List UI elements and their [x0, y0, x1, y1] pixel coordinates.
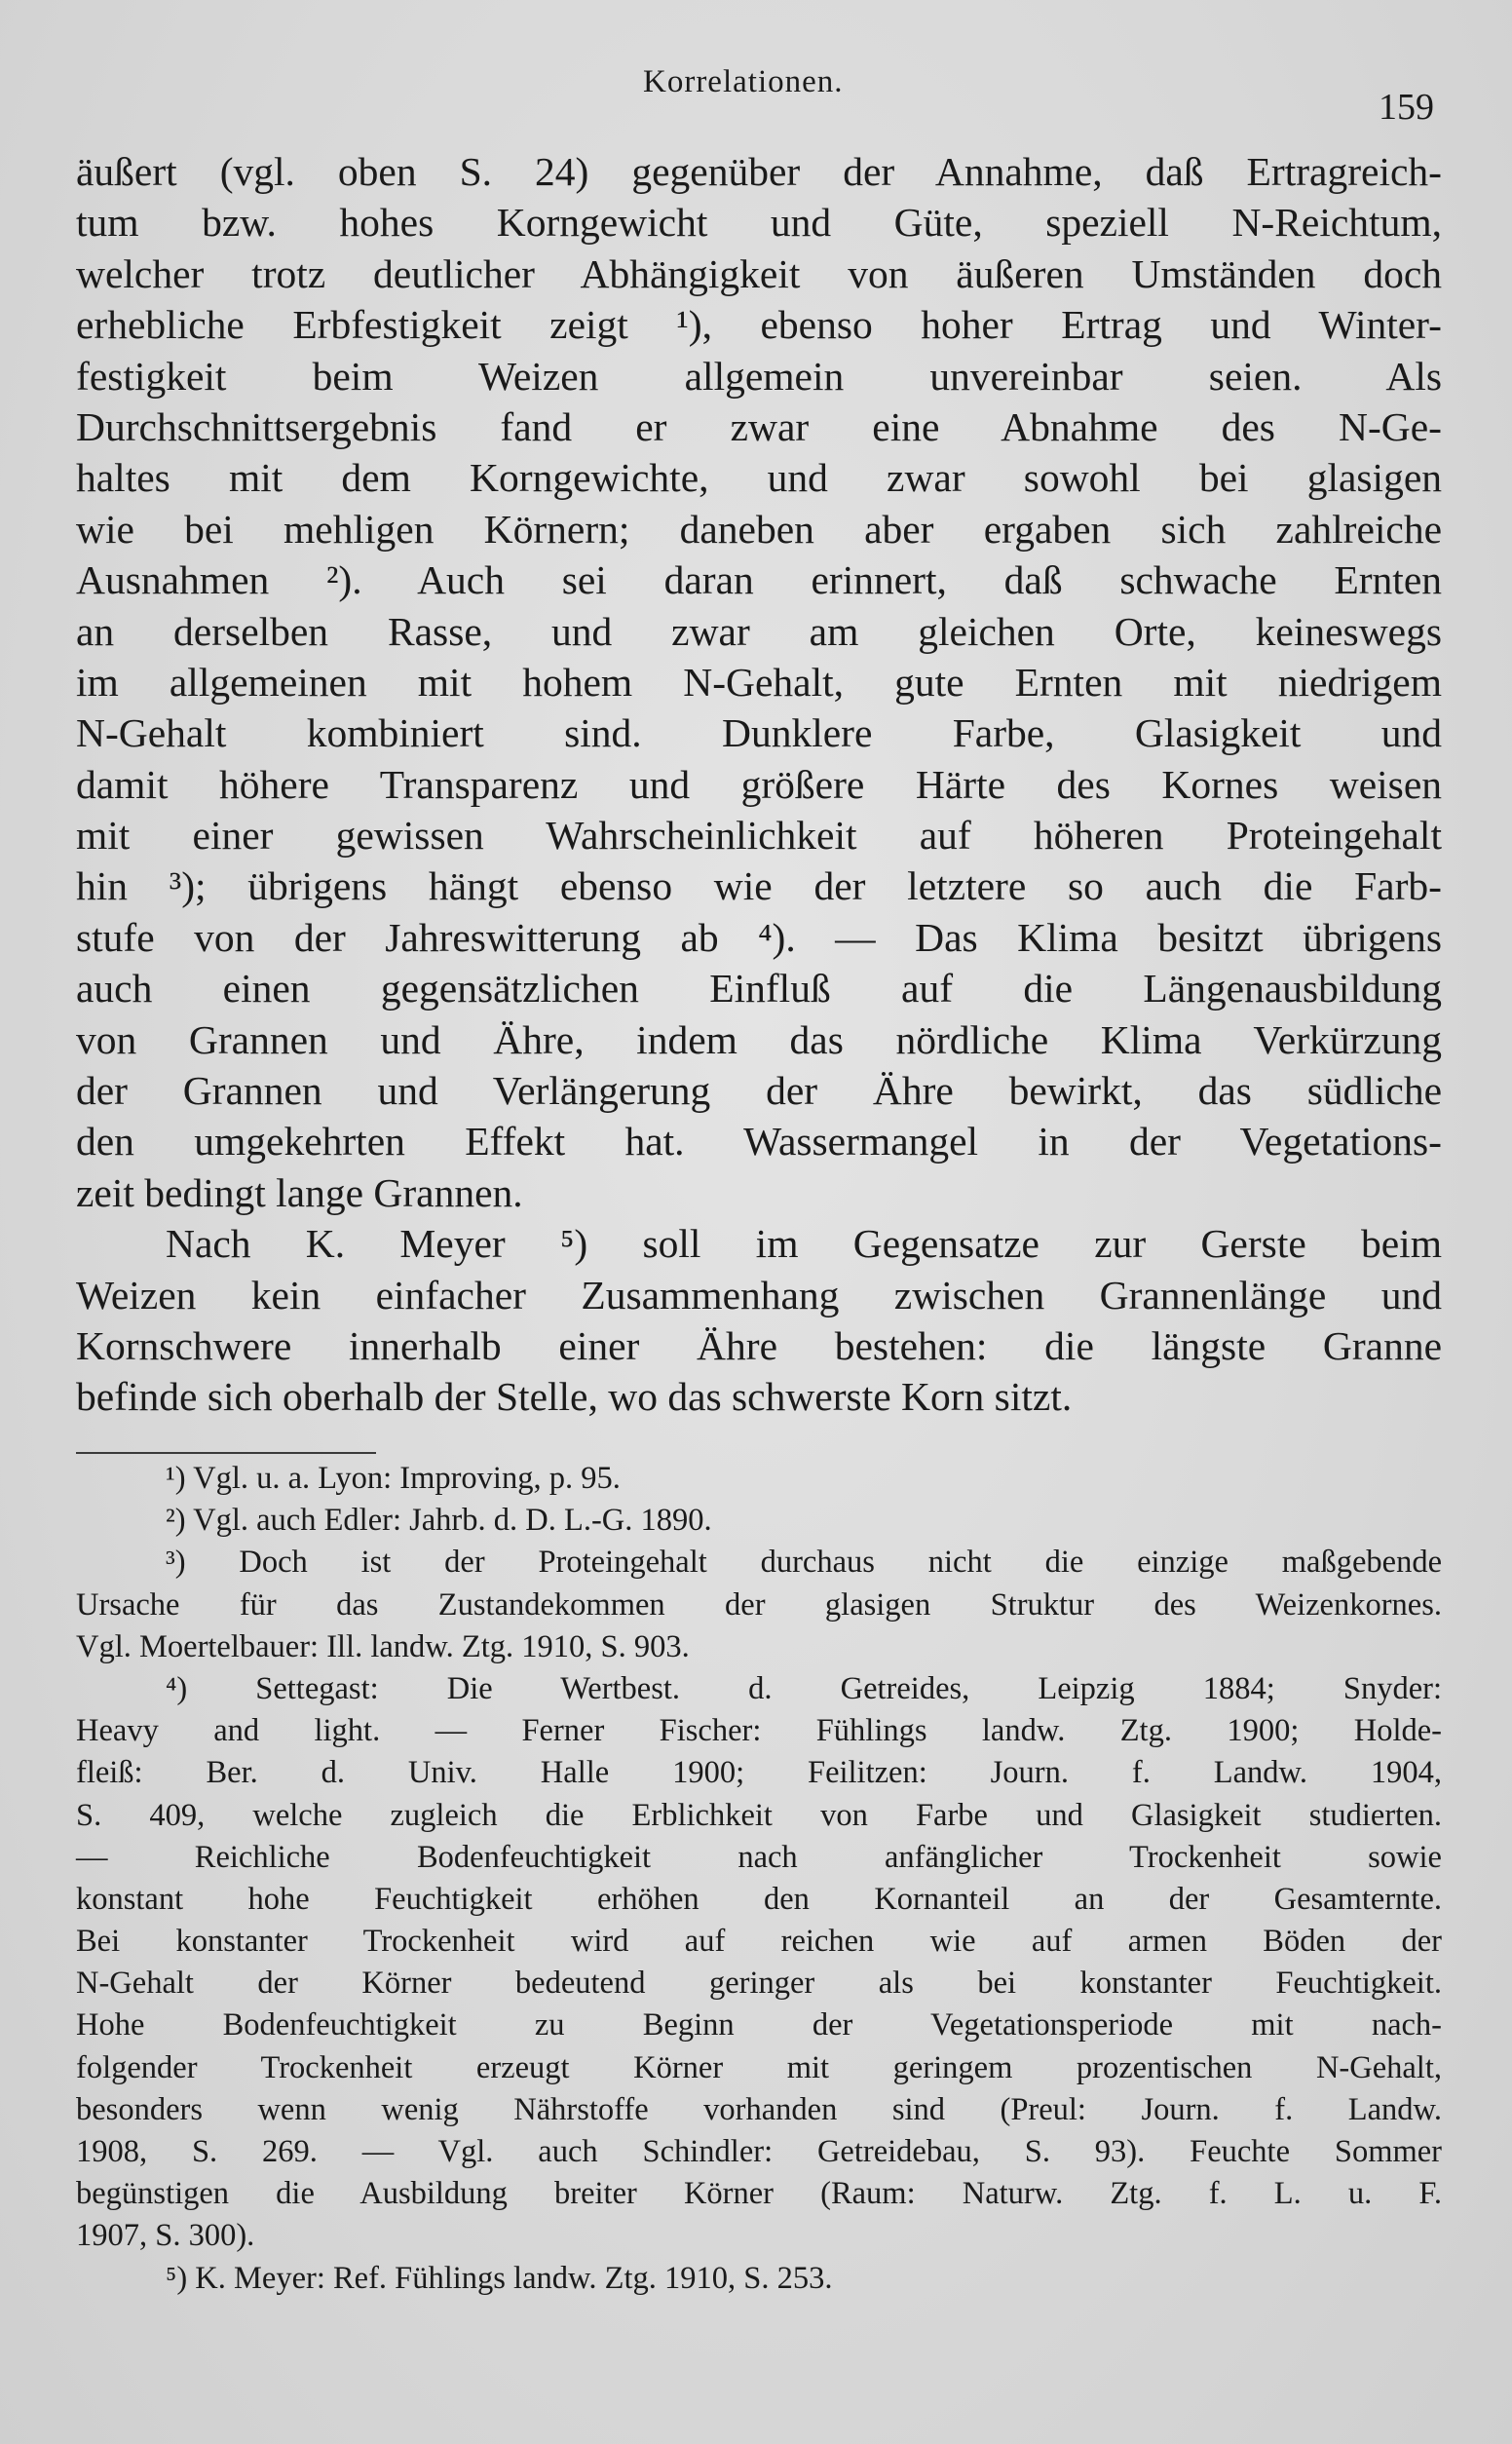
- footnote-line: S. 409, welche zugleich die Erblichkeit von Farbe und Glasigkeit studierten.: [76, 1797, 1442, 1833]
- text-line: Ausnahmen ²). Auch sei daran erinnert, daß schwache Ernten: [76, 557, 1442, 603]
- footnote-separator: [76, 1452, 376, 1454]
- text-line: an derselben Rasse, und zwar am gleichen Orte, keineswegs: [76, 608, 1442, 654]
- text-line: damit höhere Transparenz und größere Härte des Kornes weisen: [76, 761, 1442, 807]
- text-line: stufe von der Jahreswitterung ab ⁴). — Das Klima besitzt übrigens: [76, 914, 1442, 960]
- text-line: äußert (vgl. oben S. 24) gegenüber der Annahme, daß Ertragreich-: [76, 149, 1442, 194]
- footnote-line: ⁴) Settegast: Die Wertbest. d. Getreides, Leipzig 1884; Snyder:: [166, 1670, 1442, 1706]
- text-line: im allgemeinen mit hohem N-Gehalt, gute Ernten mit niedrigem: [76, 659, 1442, 705]
- footnote-line: ²) Vgl. auch Edler: Jahrb. d. D. L.-G. 1890.: [166, 1503, 712, 1539]
- footnote-line: 1907, S. 300).: [76, 2218, 255, 2254]
- footnote-line: konstant hohe Feuchtigkeit erhöhen den Kornanteil an der Gesamternte.: [76, 1881, 1442, 1917]
- text-line: erhebliche Erbfestigkeit zeigt ¹), ebenso hoher Ertrag und Winter-: [76, 302, 1442, 348]
- footnote-line: ⁵) K. Meyer: Ref. Fühlings landw. Ztg. 1910, S. 253.: [166, 2260, 833, 2296]
- running-title: Korrelationen.: [643, 64, 844, 99]
- text-line: zeit bedingt lange Grannen.: [76, 1169, 523, 1215]
- footnote-line: ¹) Vgl. u. a. Lyon: Improving, p. 95.: [166, 1461, 621, 1496]
- footnote-line: begünstigen die Ausbildung breiter Körner (Raum: Naturw. Ztg. f. L. u. F.: [76, 2176, 1442, 2212]
- text-line: Kornschwere innerhalb einer Ähre bestehen: die längste Granne: [76, 1322, 1442, 1368]
- text-line: der Grannen und Verlängerung der Ähre bewirkt, das südliche: [76, 1068, 1442, 1114]
- text-line: welcher trotz deutlicher Abhängigkeit von äußeren Umständen doch: [76, 250, 1442, 296]
- text-line: festigkeit beim Weizen allgemein unvereinbar seien. Als: [76, 353, 1442, 399]
- text-line: Weizen kein einfacher Zusammenhang zwischen Grannenlänge und: [76, 1272, 1442, 1317]
- text-line: von Grannen und Ähre, indem das nördliche Klima Verkürzung: [76, 1016, 1442, 1062]
- footnotes: [76, 1458, 1442, 2300]
- footnote-line: ³) Doch ist der Proteingehalt durchaus nicht die einzige maßgebende: [166, 1545, 1442, 1581]
- body-text: [76, 146, 1442, 1423]
- footnote-line: Hohe Bodenfeuchtigkeit zu Beginn der Vegetationsperiode mit nach-: [76, 2007, 1442, 2043]
- text-line: auch einen gegensätzlichen Einfluß auf die Längenausbildung: [76, 966, 1442, 1012]
- page-number: 159: [1379, 87, 1434, 128]
- text-line: haltes mit dem Korngewichte, und zwar sowohl bei glasigen: [76, 455, 1442, 501]
- text-line: wie bei mehligen Körnern; daneben aber ergaben sich zahlreiche: [76, 506, 1442, 552]
- footnote-line: fleiß: Ber. d. Univ. Halle 1900; Feilitzen: Journ. f. Landw. 1904,: [76, 1755, 1442, 1791]
- footnote-line: N-Gehalt der Körner bedeutend geringer als bei konstanter Feuchtigkeit.: [76, 1966, 1442, 2002]
- footnote-line: 1908, S. 269. — Vgl. auch Schindler: Getreidebau, S. 93). Feuchte Sommer: [76, 2134, 1442, 2169]
- footnote-line: Vgl. Moertelbauer: Ill. landw. Ztg. 1910, S. 903.: [76, 1628, 690, 1664]
- footnote-line: Heavy and light. — Ferner Fischer: Fühlings landw. Ztg. 1900; Holde-: [76, 1713, 1442, 1749]
- text-line: N-Gehalt kombiniert sind. Dunklere Farbe, Glasigkeit und: [76, 710, 1442, 756]
- text-line: befinde sich oberhalb der Stelle, wo das schwerste Korn sitzt.: [76, 1374, 1073, 1420]
- running-head: [0, 64, 1512, 128]
- text-line: hin ³); übrigens hängt ebenso wie der letztere so auch die Farb-: [76, 863, 1442, 909]
- text-line: Nach K. Meyer ⁵) soll im Gegensatze zur Gerste beim: [166, 1221, 1442, 1267]
- text-line: tum bzw. hohes Korngewicht und Güte, speziell N-Reichtum,: [76, 200, 1442, 246]
- footnote-line: besonders wenn wenig Nährstoffe vorhanden sind (Preul: Journ. f. Landw.: [76, 2091, 1442, 2127]
- footnote-line: Ursache für das Zustandekommen der glasigen Struktur des Weizenkornes.: [76, 1586, 1442, 1623]
- footnote-line: — Reichliche Bodenfeuchtigkeit nach anfänglicher Trockenheit sowie: [76, 1839, 1442, 1875]
- footnote-line: Bei konstanter Trockenheit wird auf reichen wie auf armen Böden der: [76, 1924, 1442, 1960]
- text-line: mit einer gewissen Wahrscheinlichkeit auf höheren Proteingehalt: [76, 813, 1442, 859]
- text-line: den umgekehrten Effekt hat. Wassermangel in der Vegetations-: [76, 1119, 1442, 1165]
- footnote-line: folgender Trockenheit erzeugt Körner mit geringem prozentischen N-Gehalt,: [76, 2049, 1442, 2085]
- text-line: Durchschnittsergebnis fand er zwar eine Abnahme des N-Ge-: [76, 403, 1442, 449]
